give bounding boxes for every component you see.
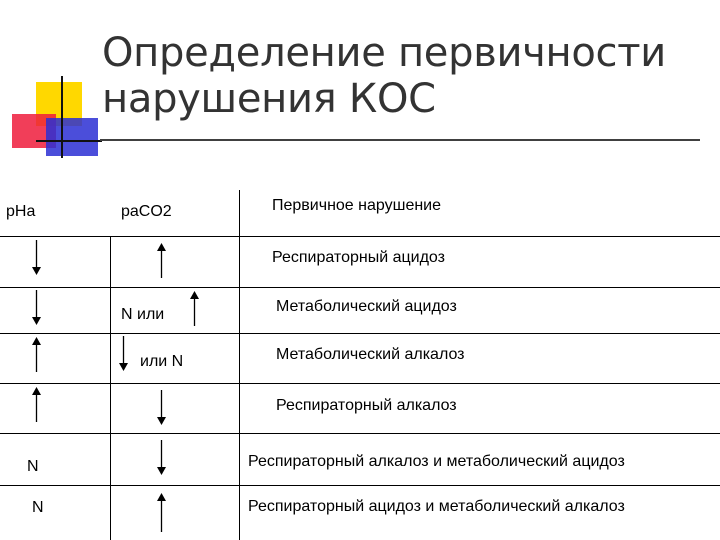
arrow-down-icon bbox=[31, 290, 42, 326]
arrow-up-icon bbox=[156, 492, 167, 532]
result-row-4: Респираторный алкалоз bbox=[276, 397, 457, 414]
table-row-divider bbox=[0, 485, 720, 486]
arrow-down-icon bbox=[31, 240, 42, 276]
table-vline-2 bbox=[239, 190, 240, 540]
result-row-3: Метаболический алкалоз bbox=[276, 346, 465, 363]
paco2-row-3: или N bbox=[140, 353, 184, 370]
paco2-row-2: N или bbox=[121, 306, 165, 323]
table-row-divider bbox=[0, 287, 720, 288]
logo-horizontal-line bbox=[36, 140, 102, 142]
arrow-up-icon bbox=[31, 336, 42, 372]
arrow-down-icon bbox=[156, 390, 167, 426]
logo-vertical-line bbox=[61, 76, 63, 158]
slide-title-line-1: Определение первичности bbox=[102, 30, 666, 76]
slide-title-line-2: нарушения КОС bbox=[102, 76, 436, 122]
result-row-1: Респираторный ацидоз bbox=[272, 249, 445, 266]
logo-blue-square bbox=[46, 118, 98, 156]
table-header-divider bbox=[0, 236, 720, 237]
arrow-down-icon bbox=[156, 440, 167, 476]
title-underline bbox=[100, 139, 700, 141]
header-pha: pHa bbox=[6, 203, 36, 220]
table-row-divider bbox=[0, 333, 720, 334]
table-row-divider bbox=[0, 383, 720, 384]
result-row-2: Метаболический ацидоз bbox=[276, 298, 457, 315]
table-vline-1 bbox=[110, 236, 111, 540]
ph-row-5: N bbox=[27, 458, 39, 475]
table-row-divider bbox=[0, 433, 720, 434]
slide-title bbox=[102, 30, 702, 122]
header-paco2: paCO2 bbox=[121, 203, 172, 220]
arrow-down-icon bbox=[118, 336, 129, 372]
arrow-up-icon bbox=[31, 386, 42, 422]
ph-row-6: N bbox=[32, 499, 44, 516]
result-row-5: Респираторный алкалоз и метаболический ацидоз bbox=[248, 453, 625, 470]
arrow-up-icon bbox=[156, 242, 167, 278]
arrow-up-icon bbox=[189, 290, 200, 326]
result-row-6: Респираторный ацидоз и метаболический алкалоз bbox=[248, 498, 625, 515]
header-primary: Первичное нарушение bbox=[272, 197, 442, 214]
